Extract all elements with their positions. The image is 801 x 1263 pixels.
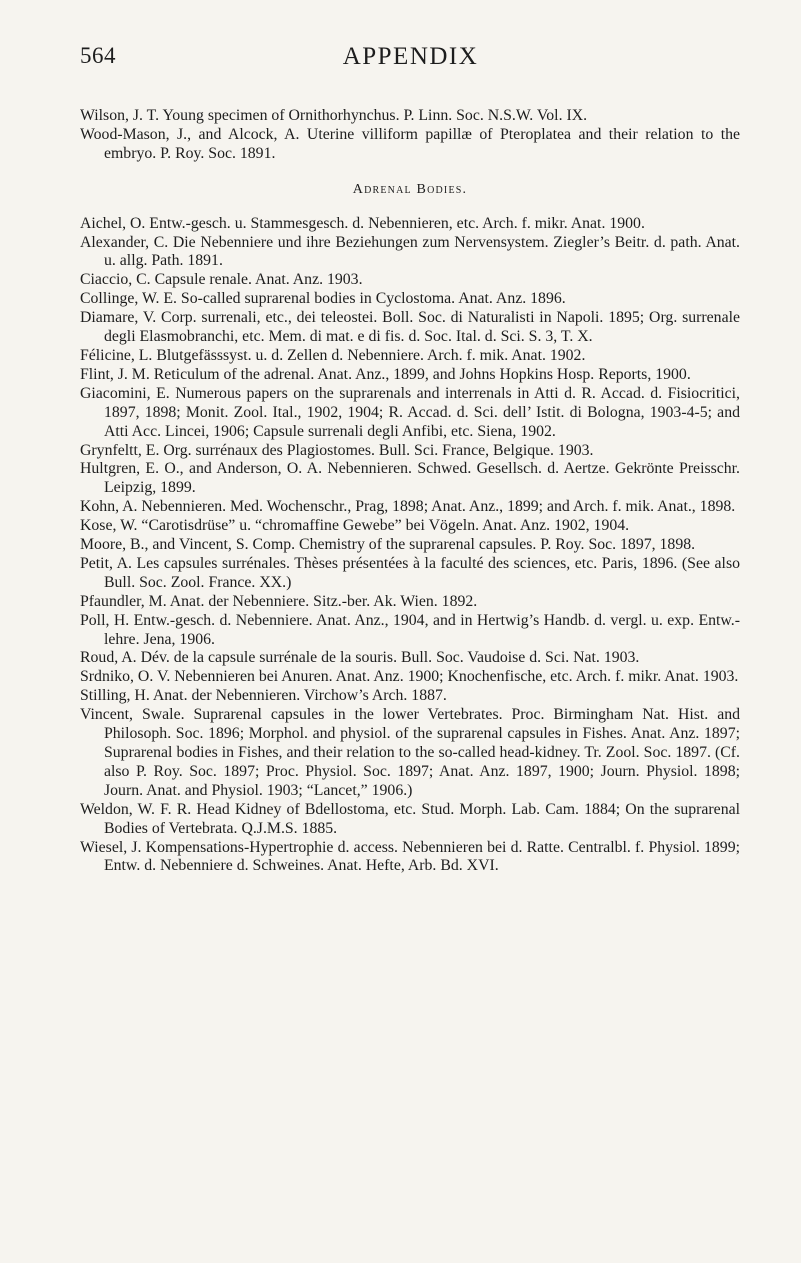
running-head: [80, 43, 741, 73]
bibliography-entry: Collinge, W. E. So-called suprarenal bodies in Cyclostoma. Anat. Anz. 1896.: [80, 290, 566, 308]
bibliography-entry: Hultgren, E. O., and Anderson, O. A. Nebennieren. Schwed. Gesellsch. d. Aertze. Gekrönte Preisschr. Leipzig, 1899.: [80, 460, 740, 497]
bibliography-entry: Félicine, L. Blutgefässsyst. u. d. Zellen d. Nebenniere. Arch. f. mik. Anat. 1902.: [80, 346, 586, 364]
bibliography-entry: Wood-Mason, J., and Alcock, A. Uterine villiform papillæ of Pteroplatea and their relation to the embryo. P. Roy. Soc. 1891.: [80, 125, 740, 162]
bibliography-entry: Ciaccio, C. Capsule renale. Anat. Anz. 1903.: [80, 271, 363, 289]
bibliography-entry: Srdniko, O. V. Nebennieren bei Anuren. Anat. Anz. 1900; Knochenfische, etc. Arch. f. mikr. Anat. 1903.: [80, 668, 739, 686]
bibliography-entry: Moore, B., and Vincent, S. Comp. Chemistry of the suprarenal capsules. P. Roy. Soc. 1897, 1898.: [80, 536, 696, 554]
running-title: APPENDIX: [342, 43, 479, 70]
bibliography-entry: Aichel, O. Entw.-gesch. u. Stammesgesch. d. Nebennieren, etc. Arch. f. mikr. Anat. 1900.: [80, 214, 645, 232]
bibliography-entry: Wiesel, J. Kompensations-Hypertrophie d. access. Nebennieren bei d. Ratte. Centralbl. f. Physiol. 1899; Entw. d. Nebenniere d. Schweines. Anat. Hefte, Arb. Bd. XVI.: [80, 838, 740, 875]
bibliography-entry: Grynfeltt, E. Org. surrénaux des Plagiostomes. Bull. Sci. France, Belgique. 1903.: [80, 441, 594, 459]
bibliography-body: [80, 107, 740, 876]
section-heading: Adrenal Bodies.: [352, 181, 468, 197]
bibliography-entry: Vincent, Swale. Suprarenal capsules in the lower Vertebrates. Proc. Birmingham Nat. Hist. and Philosoph. Soc. 1896; Morphol. and physiol. of the suprarenal capsules in Fishes. Anat. Anz. 1897; Suprarenal bodies in Fishes, and their relation to the so-called head-kidney. Tr. Zool. Soc. 1897. (Cf. also P. Roy. Soc. 1897; Proc. Physiol. Soc. 1897; Anat. Anz. 1897, 1900; Journ. Physiol. 1898; Journ. Anat. and Physiol. 1903; “Lancet,” 1906.): [80, 706, 740, 799]
bibliography-entry: Giacomini, E. Numerous papers on the suprarenals and interrenals in Atti d. R. Accad. d. Fisiocritici, 1897, 1898; Monit. Zool. Ital., 1902, 1904; R. Accad. d. Sci. dell’ Istit. di Bologna, 1903-4-5; and Atti Acc. Lincei, 1906; Capsule surrenali degli Anfibi, etc. Siena, 1902.: [80, 384, 740, 440]
bibliography-entry: Roud, A. Dév. de la capsule surrénale de la souris. Bull. Soc. Vaudoise d. Sci. Nat. 1903.: [80, 649, 640, 667]
bibliography-entry: Flint, J. M. Reticulum of the adrenal. Anat. Anz., 1899, and Johns Hopkins Hosp. Reports, 1900.: [80, 365, 691, 383]
bibliography-entry: Poll, H. Entw.-gesch. d. Nebenniere. Anat. Anz., 1904, and in Hertwig’s Handb. d. vergl. u. exp. Entw.-lehre. Jena, 1906.: [80, 611, 740, 648]
page-number: 564: [80, 43, 116, 68]
bibliography-entry: Diamare, V. Corp. surrenali, etc., dei teleostei. Boll. Soc. di Naturalisti in Napoli. 1895; Org. surrenale degli Elasmobranchi, etc. Mem. di mat. e di fis. d. Soc. Ital. d. Sci. S. 3, T. X.: [80, 309, 740, 346]
bibliography-entry: Wilson, J. T. Young specimen of Ornithorhynchus. P. Linn. Soc. N.S.W. Vol. IX.: [80, 107, 588, 124]
bibliography-entry: Alexander, C. Die Nebenniere und ihre Beziehungen zum Nervensystem. Ziegler’s Beitr. d. path. Anat. u. allg. Path. 1891.: [80, 233, 740, 270]
bibliography-entry: Kose, W. “Carotisdrüse” u. “chromaffine Gewebe” bei Vögeln. Anat. Anz. 1902, 1904.: [80, 517, 630, 535]
bibliography-entry: Weldon, W. F. R. Head Kidney of Bdellostoma, etc. Stud. Morph. Lab. Cam. 1884; On the suprarenal Bodies of Vertebrata. Q.J.M.S. 1885.: [80, 800, 740, 837]
bibliography-entry: Pfaundler, M. Anat. der Nebenniere. Sitz.-ber. Ak. Wien. 1892.: [80, 592, 478, 610]
bibliography-entry: Kohn, A. Nebennieren. Med. Wochenschr., Prag, 1898; Anat. Anz., 1899; and Arch. f. mik. Anat., 1898.: [80, 498, 736, 516]
bibliography-entry: Stilling, H. Anat. der Nebennieren. Virchow’s Arch. 1887.: [80, 687, 447, 705]
bibliography-entry: Petit, A. Les capsules surrénales. Thèses présentées à la faculté des sciences, etc. Paris, 1896. (See also Bull. Soc. Zool. France. XX.): [80, 554, 740, 591]
